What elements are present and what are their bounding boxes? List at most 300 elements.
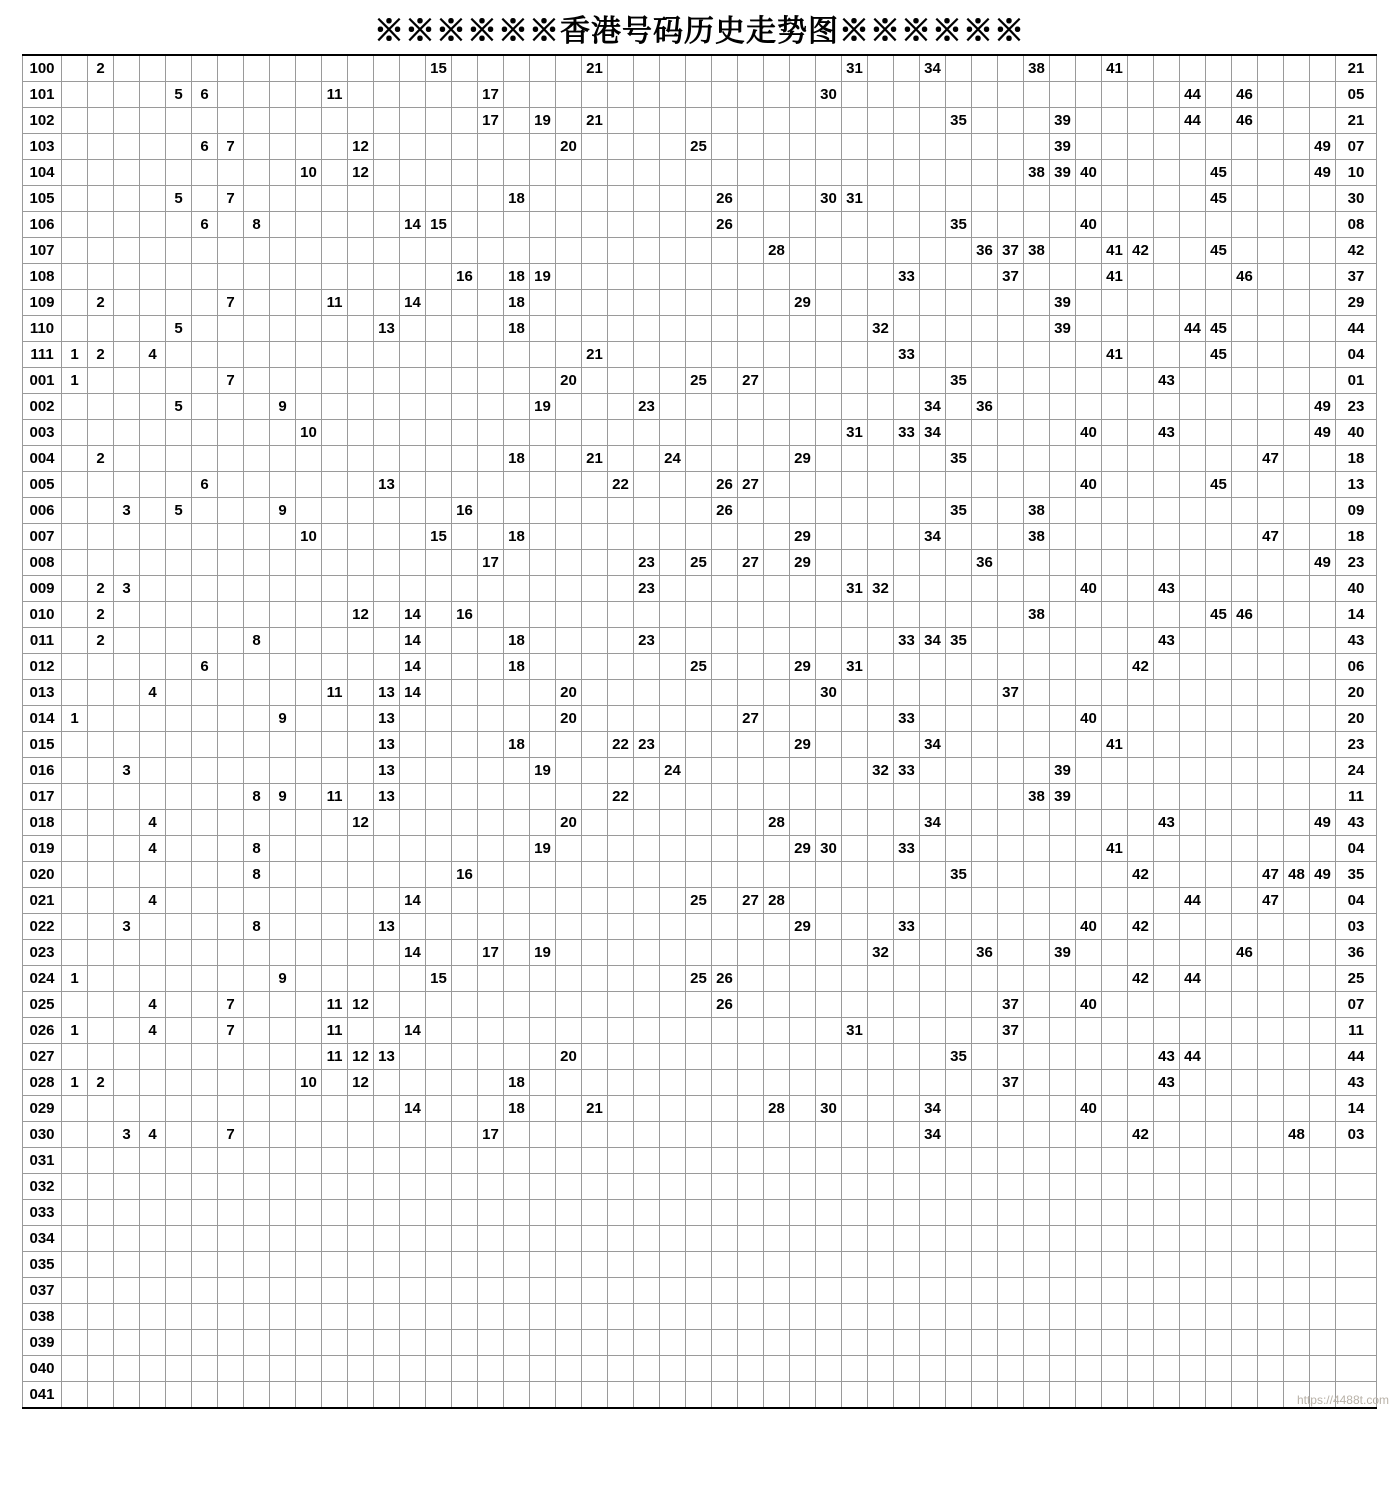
cell-empty (348, 706, 374, 732)
cell-empty (192, 1226, 218, 1252)
cell-empty (1076, 1304, 1102, 1330)
cell-empty (114, 966, 140, 992)
cell-empty (1180, 1330, 1206, 1356)
cell-hit: 49 (1310, 134, 1336, 160)
cell-hit: 36 (972, 940, 998, 966)
cell-empty (686, 836, 712, 862)
cell-empty (712, 1382, 738, 1409)
cell-empty (816, 264, 842, 290)
cell-empty (218, 238, 244, 264)
cell-empty (712, 1252, 738, 1278)
cell-hit: 44 (1180, 316, 1206, 342)
cell-empty (582, 1226, 608, 1252)
cell-hit: 18 (504, 628, 530, 654)
cell-empty (1206, 1096, 1232, 1122)
cell-empty (920, 186, 946, 212)
cell-empty (868, 498, 894, 524)
cell-hit: 47 (1258, 888, 1284, 914)
cell-empty (660, 264, 686, 290)
cell-empty (322, 1278, 348, 1304)
cell-empty (634, 368, 660, 394)
cell-empty (426, 134, 452, 160)
cell-empty (686, 1278, 712, 1304)
cell-empty (608, 810, 634, 836)
cell-empty (218, 966, 244, 992)
cell-empty (1128, 1148, 1154, 1174)
cell-empty (894, 238, 920, 264)
cell-empty (894, 1278, 920, 1304)
cell-empty (348, 888, 374, 914)
cell-empty (88, 368, 114, 394)
cell-empty (452, 186, 478, 212)
cell-empty (556, 82, 582, 108)
cell-empty (868, 1252, 894, 1278)
cell-empty (842, 368, 868, 394)
cell-empty (634, 1018, 660, 1044)
cell-empty (1310, 888, 1336, 914)
cell-empty (816, 810, 842, 836)
row-period-label: 100 (23, 55, 62, 82)
cell-empty (556, 1174, 582, 1200)
cell-empty (868, 1278, 894, 1304)
cell-empty (270, 1044, 296, 1070)
cell-hit: 41 (1102, 342, 1128, 368)
cell-empty (790, 82, 816, 108)
cell-empty (1232, 1148, 1258, 1174)
cell-empty (504, 810, 530, 836)
cell-empty (140, 368, 166, 394)
cell-empty (894, 1382, 920, 1409)
cell-empty (738, 1356, 764, 1382)
cell-empty (1232, 810, 1258, 836)
row-period-label: 109 (23, 290, 62, 316)
cell-empty (452, 576, 478, 602)
cell-empty (816, 446, 842, 472)
cell-empty (686, 1200, 712, 1226)
cell-empty (738, 186, 764, 212)
cell-empty (998, 628, 1024, 654)
cell-empty (816, 368, 842, 394)
cell-empty (1284, 524, 1310, 550)
cell-empty (660, 1070, 686, 1096)
cell-empty (452, 420, 478, 446)
row-period-label: 020 (23, 862, 62, 888)
cell-empty (582, 758, 608, 784)
cell-empty (1050, 1304, 1076, 1330)
row-result-value: 04 (1336, 888, 1377, 914)
cell-empty (1128, 1096, 1154, 1122)
cell-empty (712, 420, 738, 446)
cell-empty (582, 706, 608, 732)
cell-empty (114, 524, 140, 550)
cell-empty (1180, 368, 1206, 394)
cell-empty (972, 1096, 998, 1122)
row-result-value: 04 (1336, 342, 1377, 368)
cell-empty (166, 758, 192, 784)
cell-empty (556, 628, 582, 654)
cell-empty (114, 680, 140, 706)
cell-empty (1310, 186, 1336, 212)
cell-empty (426, 862, 452, 888)
cell-empty (400, 524, 426, 550)
cell-empty (62, 1226, 88, 1252)
cell-empty (790, 1304, 816, 1330)
cell-empty (1258, 758, 1284, 784)
cell-empty (1258, 966, 1284, 992)
cell-empty (192, 888, 218, 914)
cell-empty (88, 784, 114, 810)
cell-empty (608, 1382, 634, 1409)
cell-empty (634, 264, 660, 290)
cell-empty (530, 992, 556, 1018)
cell-empty (322, 810, 348, 836)
cell-empty (88, 238, 114, 264)
cell-empty (348, 1382, 374, 1409)
cell-empty (530, 1278, 556, 1304)
cell-empty (972, 420, 998, 446)
cell-hit: 29 (790, 732, 816, 758)
cell-empty (1154, 680, 1180, 706)
cell-empty (764, 1278, 790, 1304)
cell-empty (582, 654, 608, 680)
cell-empty (478, 238, 504, 264)
cell-empty (582, 264, 608, 290)
cell-empty (1076, 82, 1102, 108)
cell-empty (1310, 602, 1336, 628)
cell-empty (114, 446, 140, 472)
cell-empty (972, 1122, 998, 1148)
row-result-value: 43 (1336, 1070, 1377, 1096)
cell-empty (738, 420, 764, 446)
cell-empty (972, 1382, 998, 1409)
cell-hit: 38 (1024, 784, 1050, 810)
cell-empty (348, 342, 374, 368)
cell-empty (608, 134, 634, 160)
cell-empty (660, 1200, 686, 1226)
cell-empty (1154, 1304, 1180, 1330)
cell-empty (1232, 888, 1258, 914)
cell-empty (1050, 654, 1076, 680)
cell-empty (1232, 628, 1258, 654)
cell-empty (1050, 1356, 1076, 1382)
cell-empty (1050, 420, 1076, 446)
cell-empty (400, 836, 426, 862)
cell-hit: 44 (1180, 1044, 1206, 1070)
cell-empty (608, 55, 634, 82)
cell-empty (1076, 654, 1102, 680)
table-row (23, 160, 1377, 186)
cell-empty (218, 810, 244, 836)
cell-empty (62, 914, 88, 940)
cell-empty (1310, 1252, 1336, 1278)
cell-empty (634, 1044, 660, 1070)
cell-empty (1128, 1278, 1154, 1304)
cell-empty (1050, 1096, 1076, 1122)
cell-empty (218, 108, 244, 134)
cell-empty (738, 342, 764, 368)
cell-empty (1154, 108, 1180, 134)
cell-empty (88, 1304, 114, 1330)
cell-empty (400, 550, 426, 576)
cell-empty (296, 1252, 322, 1278)
cell-empty (296, 446, 322, 472)
cell-empty (530, 1122, 556, 1148)
cell-empty (426, 1382, 452, 1409)
cell-empty (1232, 316, 1258, 342)
cell-empty (218, 1278, 244, 1304)
cell-hit: 26 (712, 992, 738, 1018)
cell-empty (1076, 316, 1102, 342)
cell-empty (894, 1018, 920, 1044)
cell-empty (478, 888, 504, 914)
cell-empty (1076, 1226, 1102, 1252)
cell-empty (738, 1330, 764, 1356)
cell-hit: 44 (1180, 108, 1206, 134)
cell-empty (140, 862, 166, 888)
cell-empty (1232, 1122, 1258, 1148)
cell-empty (972, 1200, 998, 1226)
cell-empty (972, 810, 998, 836)
cell-empty (1128, 602, 1154, 628)
cell-empty (530, 472, 556, 498)
cell-empty (712, 550, 738, 576)
cell-empty (88, 394, 114, 420)
cell-empty (530, 810, 556, 836)
cell-empty (1180, 472, 1206, 498)
cell-empty (400, 1382, 426, 1409)
cell-empty (322, 1096, 348, 1122)
cell-empty (192, 1174, 218, 1200)
cell-hit: 29 (790, 446, 816, 472)
cell-empty (166, 524, 192, 550)
cell-empty (478, 1356, 504, 1382)
cell-empty (1102, 1122, 1128, 1148)
cell-hit: 35 (946, 498, 972, 524)
cell-hit: 22 (608, 784, 634, 810)
cell-empty (998, 498, 1024, 524)
cell-hit: 18 (504, 186, 530, 212)
cell-empty (374, 1356, 400, 1382)
cell-empty (478, 1174, 504, 1200)
cell-empty (88, 1122, 114, 1148)
table-row (23, 1174, 1377, 1200)
cell-empty (1076, 550, 1102, 576)
cell-empty (842, 628, 868, 654)
cell-empty (842, 238, 868, 264)
cell-empty (1050, 966, 1076, 992)
cell-empty (244, 394, 270, 420)
cell-empty (192, 342, 218, 368)
cell-empty (1076, 1070, 1102, 1096)
cell-empty (920, 862, 946, 888)
cell-empty (790, 420, 816, 446)
cell-empty (634, 758, 660, 784)
cell-empty (868, 784, 894, 810)
cell-empty (504, 108, 530, 134)
cell-empty (1050, 1382, 1076, 1409)
cell-hit: 45 (1206, 342, 1232, 368)
cell-empty (608, 1226, 634, 1252)
cell-empty (764, 836, 790, 862)
cell-empty (166, 810, 192, 836)
cell-hit: 38 (1024, 524, 1050, 550)
cell-empty (504, 914, 530, 940)
cell-hit: 20 (556, 706, 582, 732)
cell-empty (1284, 966, 1310, 992)
cell-empty (582, 1278, 608, 1304)
cell-empty (114, 1018, 140, 1044)
cell-empty (348, 264, 374, 290)
row-period-label: 026 (23, 1018, 62, 1044)
cell-empty (556, 1018, 582, 1044)
cell-empty (1154, 498, 1180, 524)
cell-empty (660, 108, 686, 134)
cell-empty (1102, 1226, 1128, 1252)
cell-empty (946, 316, 972, 342)
cell-empty (1102, 706, 1128, 732)
cell-hit: 19 (530, 108, 556, 134)
cell-empty (1206, 628, 1232, 654)
cell-empty (244, 238, 270, 264)
cell-empty (140, 784, 166, 810)
cell-empty (712, 1356, 738, 1382)
cell-empty (660, 342, 686, 368)
cell-empty (556, 342, 582, 368)
cell-empty (998, 1122, 1024, 1148)
cell-empty (400, 1226, 426, 1252)
cell-empty (868, 810, 894, 836)
cell-empty (504, 82, 530, 108)
cell-empty (114, 186, 140, 212)
cell-empty (478, 836, 504, 862)
row-result-value: 23 (1336, 550, 1377, 576)
cell-empty (1024, 836, 1050, 862)
cell-empty (1258, 1122, 1284, 1148)
cell-empty (920, 1018, 946, 1044)
cell-empty (1284, 238, 1310, 264)
cell-empty (1024, 394, 1050, 420)
cell-empty (62, 1044, 88, 1070)
cell-empty (1284, 1018, 1310, 1044)
row-period-label: 102 (23, 108, 62, 134)
cell-empty (998, 186, 1024, 212)
cell-empty (920, 1304, 946, 1330)
cell-empty (1180, 862, 1206, 888)
table-row (23, 212, 1377, 238)
cell-empty (920, 212, 946, 238)
cell-empty (62, 1356, 88, 1382)
row-result-value (1336, 1304, 1377, 1330)
cell-empty (1102, 888, 1128, 914)
cell-empty (1284, 1304, 1310, 1330)
cell-empty (660, 602, 686, 628)
cell-empty (816, 1304, 842, 1330)
cell-empty (972, 290, 998, 316)
cell-empty (114, 784, 140, 810)
cell-empty (712, 1148, 738, 1174)
row-period-label: 107 (23, 238, 62, 264)
cell-empty (348, 966, 374, 992)
cell-empty (1232, 784, 1258, 810)
cell-empty (478, 602, 504, 628)
cell-hit: 34 (920, 732, 946, 758)
cell-empty (634, 810, 660, 836)
cell-empty (608, 576, 634, 602)
cell-empty (1258, 1330, 1284, 1356)
cell-empty (686, 160, 712, 186)
cell-empty (1258, 472, 1284, 498)
cell-hit: 21 (582, 342, 608, 368)
cell-hit: 17 (478, 550, 504, 576)
cell-empty (1154, 706, 1180, 732)
cell-empty (998, 1278, 1024, 1304)
cell-empty (842, 394, 868, 420)
cell-empty (1050, 628, 1076, 654)
cell-empty (660, 1304, 686, 1330)
cell-empty (244, 1252, 270, 1278)
cell-empty (1258, 108, 1284, 134)
cell-empty (478, 134, 504, 160)
cell-empty (790, 1044, 816, 1070)
cell-hit: 21 (582, 446, 608, 472)
cell-empty (1128, 940, 1154, 966)
cell-empty (296, 706, 322, 732)
cell-empty (270, 576, 296, 602)
cell-empty (764, 732, 790, 758)
cell-empty (88, 550, 114, 576)
cell-empty (686, 1252, 712, 1278)
row-result-value: 01 (1336, 368, 1377, 394)
cell-empty (1232, 1070, 1258, 1096)
cell-empty (556, 1226, 582, 1252)
row-period-label: 034 (23, 1226, 62, 1252)
cell-hit: 41 (1102, 732, 1128, 758)
cell-hit: 3 (114, 758, 140, 784)
cell-hit: 14 (400, 602, 426, 628)
cell-empty (114, 160, 140, 186)
row-period-label: 040 (23, 1356, 62, 1382)
cell-empty (1206, 966, 1232, 992)
cell-empty (712, 1200, 738, 1226)
row-result-value: 06 (1336, 654, 1377, 680)
cell-empty (1102, 1096, 1128, 1122)
cell-empty (296, 810, 322, 836)
cell-empty (1284, 134, 1310, 160)
cell-empty (686, 992, 712, 1018)
cell-empty (400, 1304, 426, 1330)
cell-empty (608, 394, 634, 420)
cell-empty (1310, 992, 1336, 1018)
cell-hit: 27 (738, 888, 764, 914)
cell-empty (790, 264, 816, 290)
cell-empty (192, 1382, 218, 1409)
cell-empty (608, 862, 634, 888)
cell-empty (790, 706, 816, 732)
cell-empty (322, 108, 348, 134)
cell-empty (842, 1200, 868, 1226)
cell-empty (452, 446, 478, 472)
cell-empty (894, 1122, 920, 1148)
cell-empty (1258, 1278, 1284, 1304)
cell-empty (1232, 758, 1258, 784)
row-result-value: 36 (1336, 940, 1377, 966)
cell-empty (348, 82, 374, 108)
cell-empty (1232, 238, 1258, 264)
cell-empty (114, 1226, 140, 1252)
cell-empty (296, 992, 322, 1018)
cell-empty (660, 55, 686, 82)
cell-empty (1258, 212, 1284, 238)
